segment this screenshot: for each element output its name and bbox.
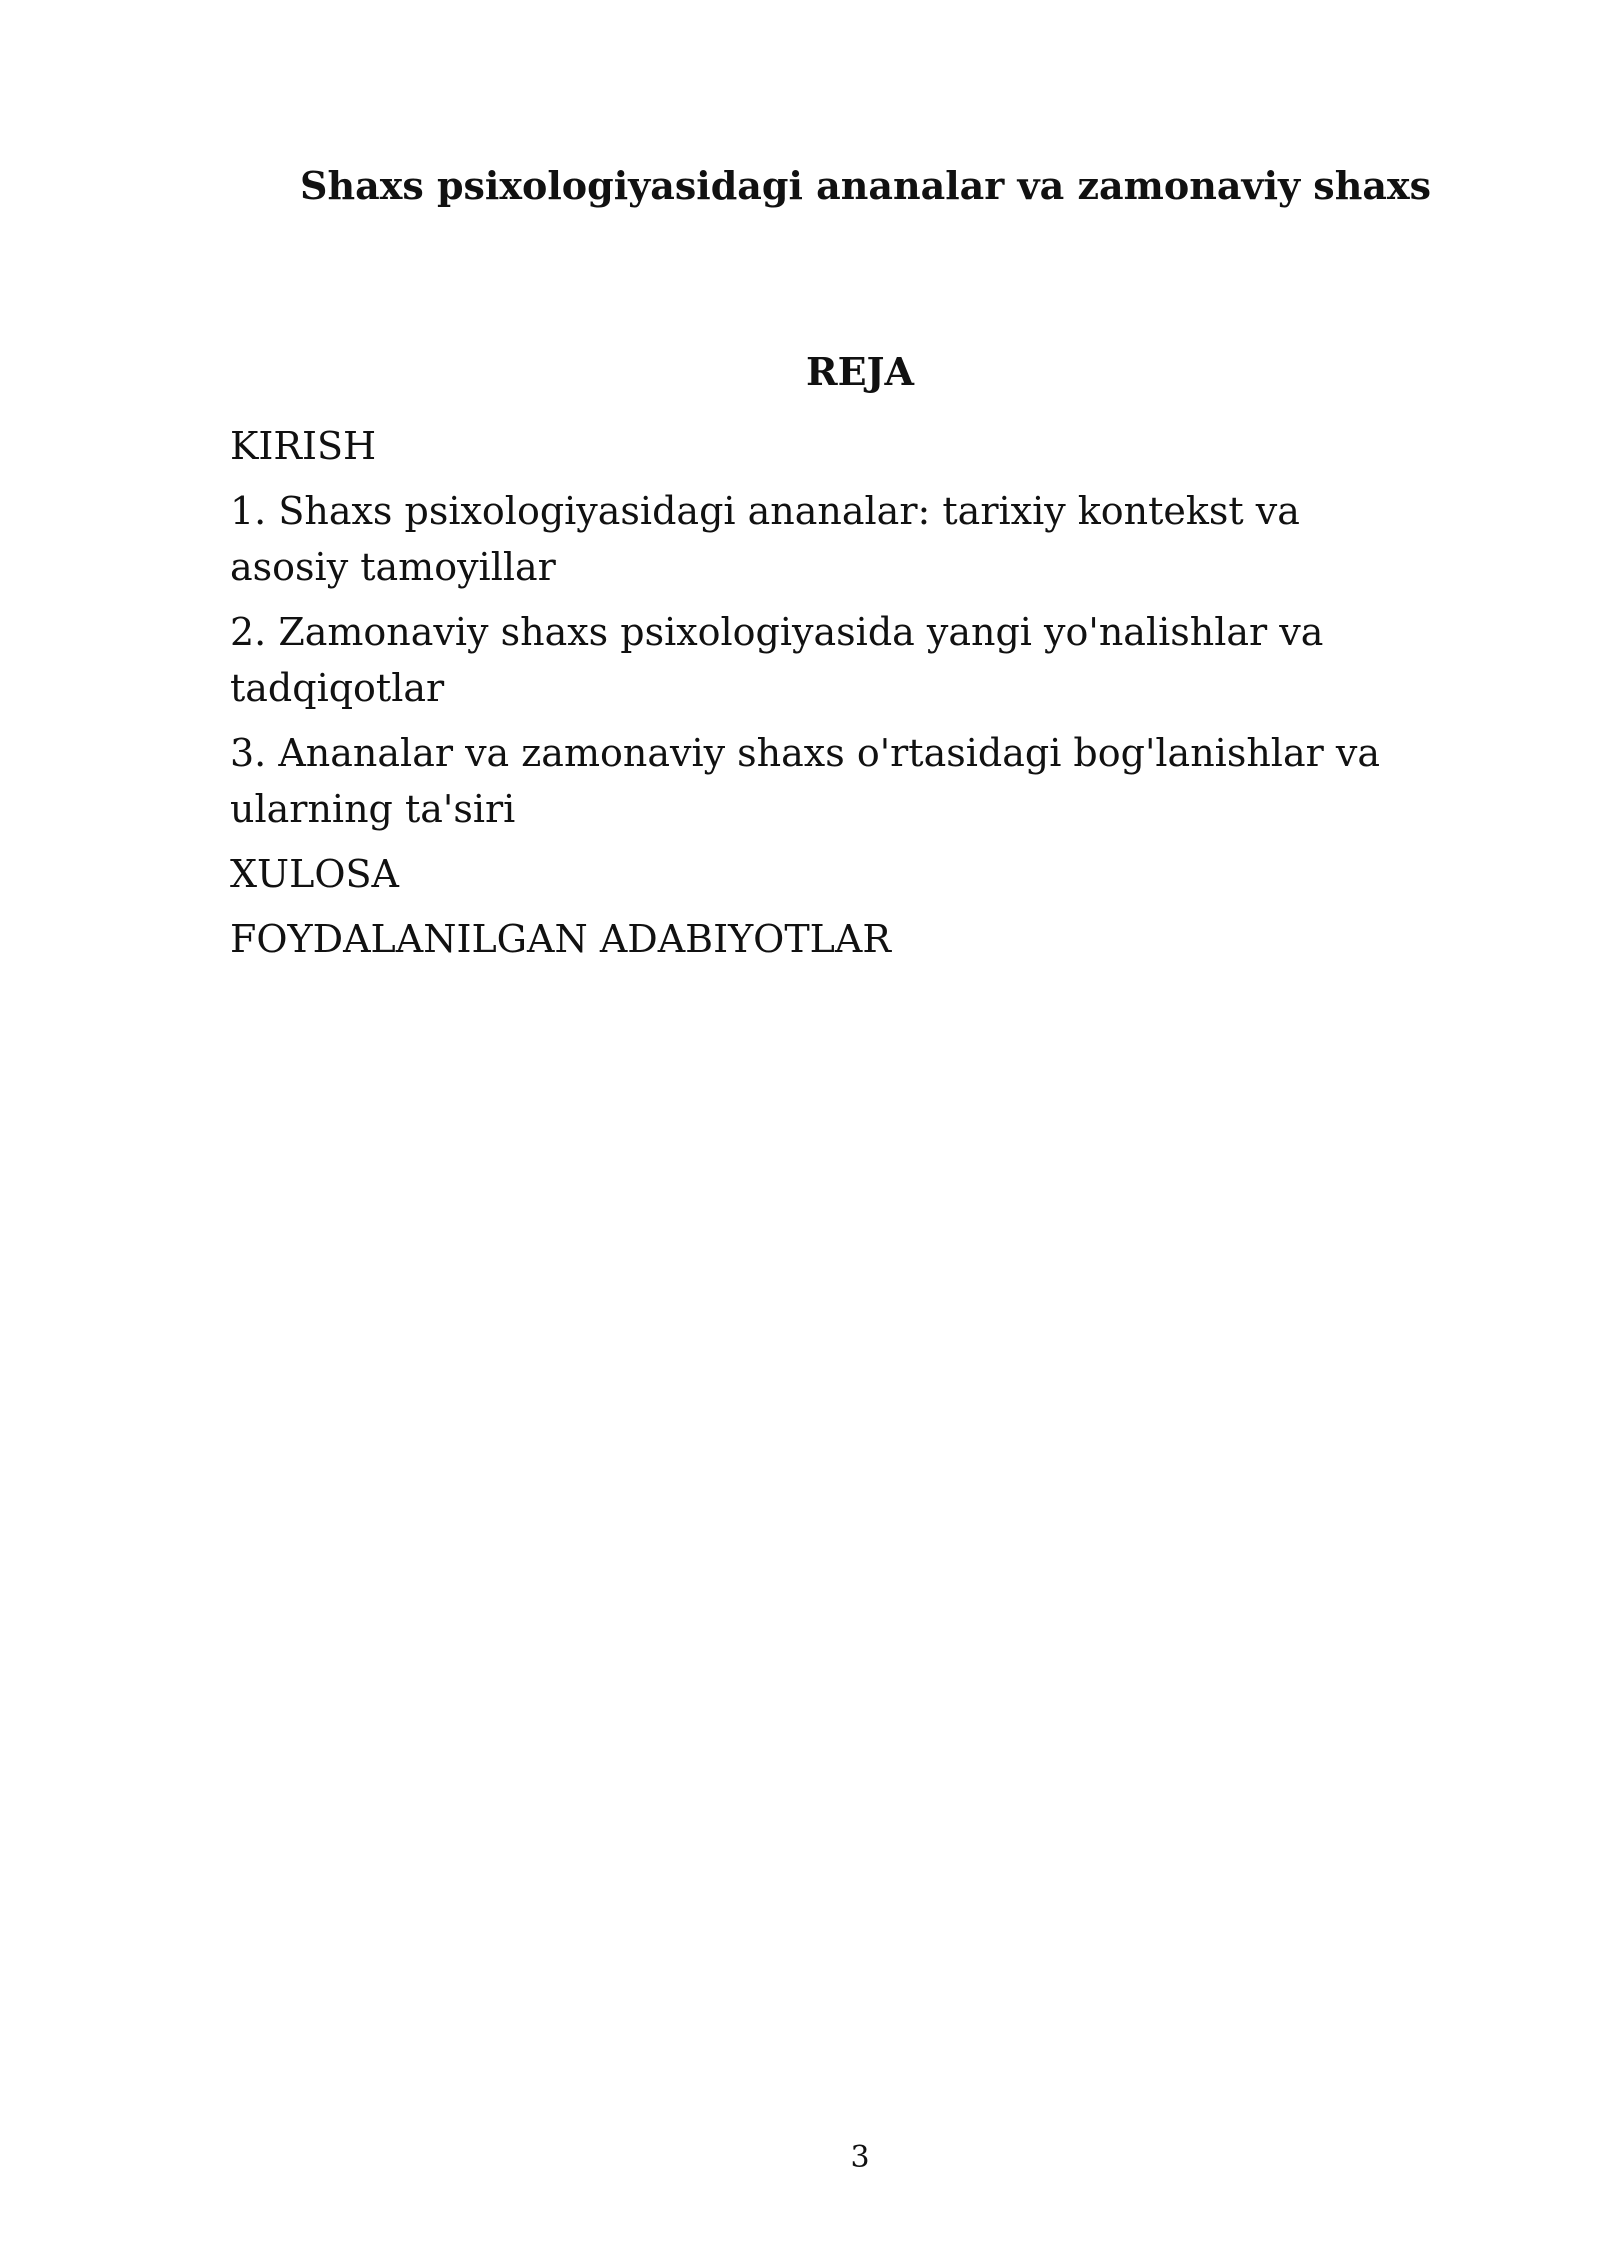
plan-heading: REJA [805, 349, 914, 394]
plan-item-1: 1. Shaxs psixologiyasidagi ananalar: tarixiy kontekst va asosiy tamoyillar [230, 489, 1300, 589]
page-number: 3 [850, 2140, 870, 2175]
plan-item-references: FOYDALANILGAN ADABIYOTLAR [230, 917, 891, 961]
plan-item-introduction: KIRISH [230, 424, 377, 468]
plan-item-conclusion: XULOSA [230, 852, 399, 896]
document-title: Shaxs psixologiyasidagi ananalar va zamonaviy shaxs [300, 163, 1432, 208]
plan-item-2: 2. Zamonaviy shaxs psixologiyasida yangi yo'nalishlar va tadqiqotlar [230, 610, 1324, 710]
plan-list [230, 418, 1430, 976]
plan-item-3: 3. Ananalar va zamonaviy shaxs o'rtasidagi bog'lanishlar va ularning ta'siri [230, 731, 1380, 831]
